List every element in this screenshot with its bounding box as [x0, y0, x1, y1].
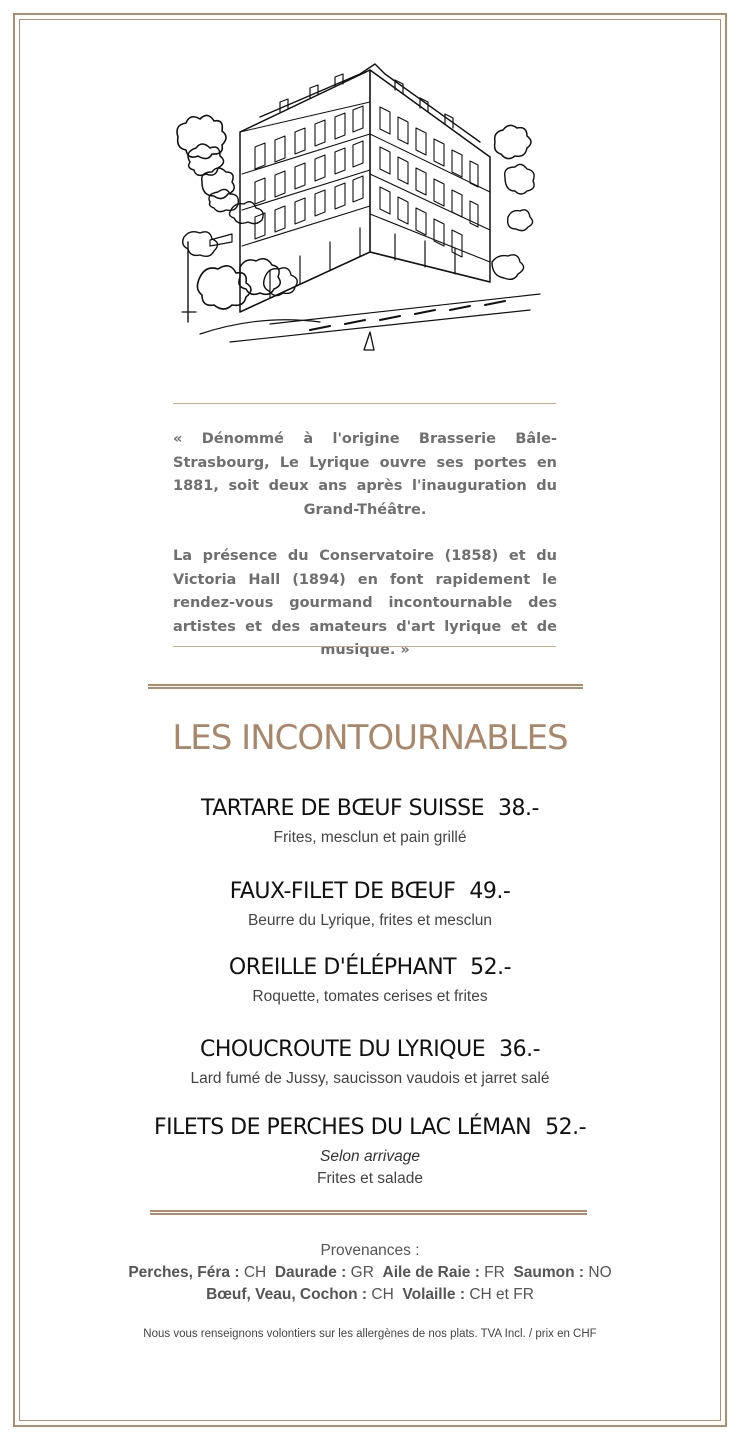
divider-bottom [173, 646, 556, 647]
dish-price: 52.- [470, 955, 512, 980]
dish-price: 52.- [545, 1115, 587, 1140]
dish-faux-filet [0, 878, 740, 931]
divider-top [173, 403, 556, 404]
dish-description: Roquette, tomates cerises et frites [252, 988, 488, 1005]
dish-note: Selon arrivage [320, 1148, 420, 1165]
dish-price: 49.- [469, 879, 511, 904]
dish-price: 36.- [499, 1037, 541, 1062]
provenances-line-2 [0, 1284, 740, 1306]
provenance-value: CH [243, 1264, 267, 1281]
history-intro [173, 428, 557, 663]
dish-filets-perches [0, 1114, 740, 1189]
dish-description: Lard fumé de Jussy, saucisson vaudois et jarret salé [190, 1070, 550, 1087]
provenance-label: Daurade : [274, 1264, 347, 1281]
dish-choucroute [0, 1036, 740, 1089]
provenance-value: FR [484, 1264, 505, 1281]
provenance-value: NO [588, 1264, 612, 1281]
provenance-value: GR [350, 1264, 374, 1281]
intro-paragraph-1: « Dénommé à l'origine Brasserie Bâle-Strasbourg, Le Lyrique ouvre ses portes en 1881, soit deux ans après l'inauguration du Grand-Théâtre. [173, 431, 557, 518]
provenance-label: Volaille : [402, 1286, 466, 1303]
provenance-label: Bœuf, Veau, Cochon : [206, 1286, 368, 1303]
dish-description: Beurre du Lyrique, frites et mesclun [247, 912, 493, 929]
dish-name: TARTARE DE BŒUF SUISSE [201, 796, 485, 821]
dish-name: FILETS DE PERCHES DU LAC LÉMAN [153, 1115, 532, 1140]
dish-name: OREILLE D'ÉLÉPHANT [228, 955, 457, 980]
dish-name: FAUX-FILET DE BŒUF [229, 879, 456, 904]
dish-tartare [0, 795, 740, 848]
dish-price: 38.- [498, 796, 539, 821]
dish-oreille-elephant [0, 954, 740, 1007]
allergen-footer-note: Nous vous renseignons volontiers sur les allergènes de nos plats. TVA Incl. / prix en CHF [143, 1328, 597, 1340]
section-title: LES INCONTOURNABLES [172, 718, 568, 758]
provenance-label: Saumon : [513, 1264, 585, 1281]
provenance-label: Perches, Féra : [128, 1264, 240, 1281]
provenances-line-1 [0, 1262, 740, 1284]
dish-description: Frites, mesclun et pain grillé [273, 829, 467, 846]
provenance-value: CH [371, 1286, 394, 1303]
provenances-title: Provenances : [320, 1242, 420, 1259]
dish-description: Frites et salade [317, 1170, 423, 1187]
provenance-label: Aile de Raie : [382, 1264, 480, 1281]
intro-paragraph-2: La présence du Conservatoire (1858) et du Victoria Hall (1894) en font rapidement le rendez-vous gourmand incontournable des artistes et des amateurs d'art lyrique et de musique. » [173, 548, 557, 658]
double-rule-bottom [150, 1210, 587, 1215]
double-rule-top [148, 684, 583, 689]
provenance-value: CH et FR [469, 1286, 534, 1303]
building-sketch-illustration [170, 62, 545, 352]
dish-name: CHOUCROUTE DU LYRIQUE [199, 1037, 486, 1062]
